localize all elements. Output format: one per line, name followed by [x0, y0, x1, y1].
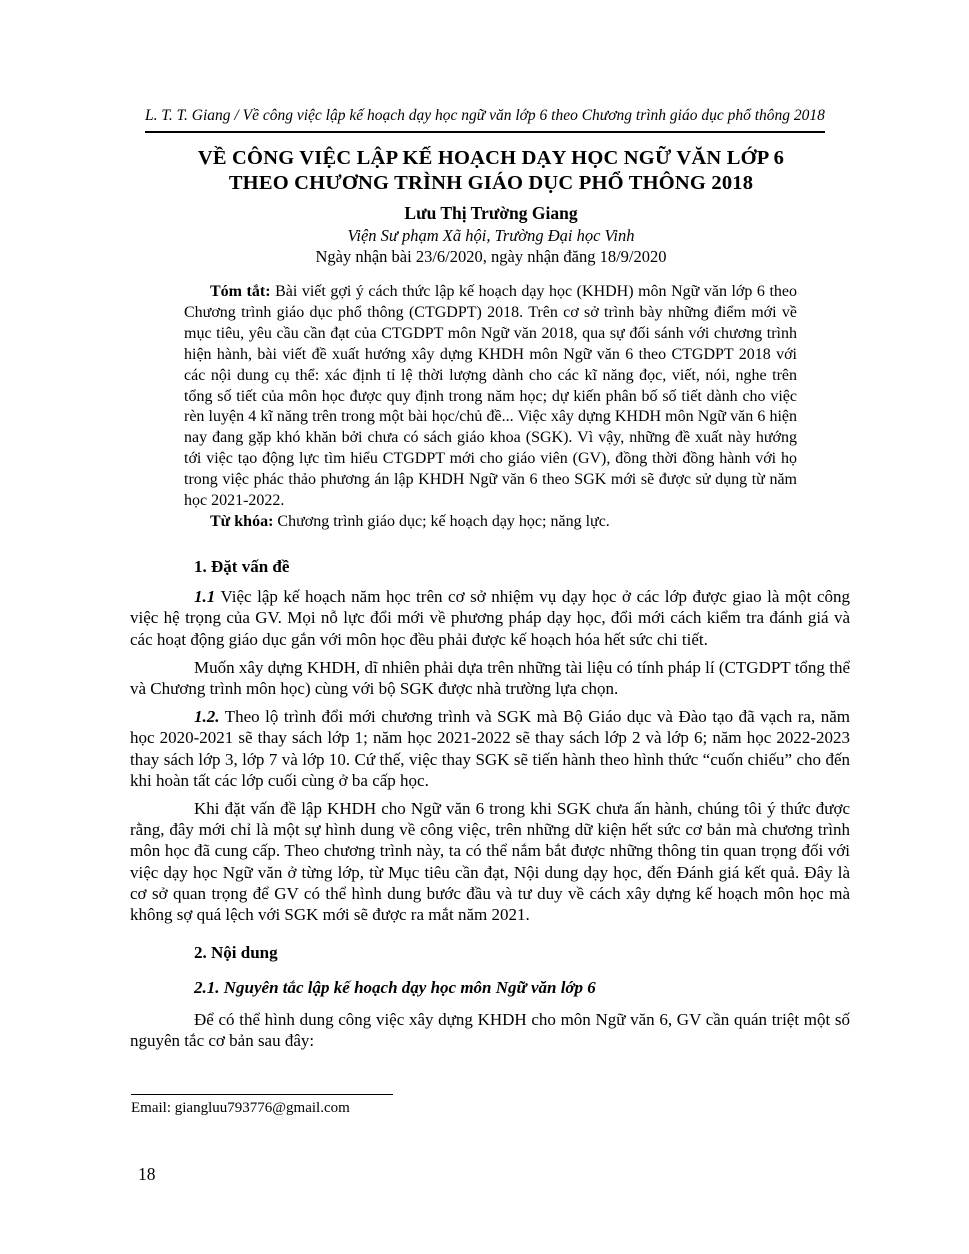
paragraph-1-1-text: Việc lập kế hoạch năm học trên cơ sở nhiệm vụ dạy học ở các lớp được giao là một công việc hệ trọng của GV. Mọi nỗ lực đổi mới về phương pháp dạy học, đổi mới cách kiểm tra đánh giá và các hoạt động giáo dục gắn với môn học đều phải được kế hoạch hóa hết sức chi tiết. [130, 587, 850, 649]
paragraph-khi-dat-van-de: Khi đặt vấn đề lập KHDH cho Ngữ văn 6 trong khi SGK chưa ấn hành, chúng tôi ý thức được rằng, đây mới chỉ là một sự hình dung về công việc, trên những dữ kiện hết sức cơ bản mà chương trình môn học đã cung cấp. Theo chương trình này, ta có thể nắm bắt được những thông tin quan trọng đối với việc dạy học Ngữ văn ở từng lớp, từ Mục tiêu cần đạt, Nội dung dạy học, đến Đánh giá kết quả. Đây là cơ sở quan trọng để GV có thể hình dung bước đầu và tư duy về cách xây dựng kế hoạch môn học mà không sợ quá lệch với SGK mới sẽ được ra mắt năm 2021. [130, 799, 850, 925]
author-name: Lưu Thị Trường Giang [404, 203, 578, 223]
paragraph-1-1-number: 1.1 [194, 587, 216, 607]
keywords-paragraph [184, 512, 797, 533]
paragraph-1-2-number: 1.2. [194, 707, 220, 727]
section-2-1-heading: 2.1. Nguyên tắc lập kế hoạch dạy học môn Ngữ văn lớp 6 [194, 978, 596, 998]
section-2-heading: 2. Nội dung [194, 943, 278, 963]
page-number: 18 [138, 1164, 156, 1184]
keywords-label: Từ khóa: [210, 512, 274, 530]
paragraph-muon-xay-dung: Muốn xây dựng KHDH, dĩ nhiên phải dựa trên những tài liệu có tính pháp lí (CTGDPT tổng thể và Chương trình môn học) cùng với bộ SGK được nhà trường lựa chọn. [130, 657, 850, 699]
abstract-paragraph [184, 282, 797, 512]
abstract-label: Tóm tắt: [210, 283, 271, 300]
section-1-heading: 1. Đặt vấn đề [194, 557, 290, 576]
article-body [130, 556, 850, 1058]
article-title [130, 146, 852, 195]
abstract-text: Bài viết gợi ý cách thức lập kế hoạch dạy học (KHDH) môn Ngữ văn lớp 6 theo Chương trình giáo dục phổ thông (CTGDPT) 2018. Trên cơ sở trình bày những điểm mới về mục tiêu, yêu cầu cần đạt của CTGDPT môn Ngữ văn 2018, qua sự đối sánh với chương trình hiện hành, bài viết đề xuất hướng xây dựng KHDH môn Ngữ văn 6 theo CTGDPT 2018 với các nội dung cụ thể: xác định tỉ lệ thời lượng dành cho các kĩ năng đọc, viết, nói, nghe trên tổng số tiết của môn học được quy định trong năm học; dự kiến phân bố số tiết dành cho việc rèn luyện 4 kĩ năng trên trong một bài học/chủ đề... Việc xây dựng KHDH môn Ngữ văn 6 hiện nay đang gặp khó khăn bởi chưa có sách giáo khoa (SGK). Vì vậy, những đề xuất này hướng tới việc tạo động lực tìm hiểu CTGDPT mới cho giáo viên (GV), đồng thời đồng hành với họ trong việc phác thảo phương án lập KHDH Ngữ văn 6 theo SGK mới sẽ được sử dụng từ năm học 2021-2022. [184, 283, 798, 510]
abstract-block [184, 282, 797, 533]
running-header: L. T. T. Giang / Về công việc lập kế hoạch dạy học ngữ văn lớp 6 theo Chương trình giáo dục phổ thông 2018 [145, 106, 825, 133]
paragraph-1-2-text: Theo lộ trình đổi mới chương trình và SGK mà Bộ Giáo dục và Đào tạo đã vạch ra, năm học 2020-2021 sẽ thay sách lớp 1; năm học 2021-2022 sẽ thay sách lớp 2 và lớp 6; năm học 2022-2023 thay sách lớp 3, lớp 7 và lớp 10. Cứ thế, việc thay SGK sẽ tiến hành theo hình thức “cuốn chiếu” cho đến khi hoàn tất các lớp cuối cùng ở ba cấp học. [130, 707, 850, 790]
paragraph-de-co-the: Để có thể hình dung công việc xây dựng KHDH cho môn Ngữ văn 6, GV cần quán triệt một số nguyên tắc cơ bản sau đây: [130, 1009, 850, 1050]
paragraph-1-1 [130, 586, 850, 650]
article-title-line2: THEO CHƯƠNG TRÌNH GIÁO DỤC PHỔ THÔNG 2018 [228, 171, 754, 194]
byline [130, 203, 852, 268]
keywords-text: Chương trình giáo dục; kế hoạch dạy học; năng lực. [273, 512, 610, 530]
article-title-line1: VỀ CÔNG VIỆC LẬP KẾ HOẠCH DẠY HỌC NGỮ VĂN LỚP 6 [197, 147, 785, 169]
footnote-email: Email: giangluu793776@gmail.com [131, 1100, 350, 1116]
footnote [131, 1094, 393, 1117]
author-affiliation: Viện Sư phạm Xã hội, Trường Đại học Vinh [347, 225, 635, 245]
received-dates: Ngày nhận bài 23/6/2020, ngày nhận đăng 18/9/2020 [315, 247, 667, 266]
paragraph-1-2 [130, 706, 850, 791]
